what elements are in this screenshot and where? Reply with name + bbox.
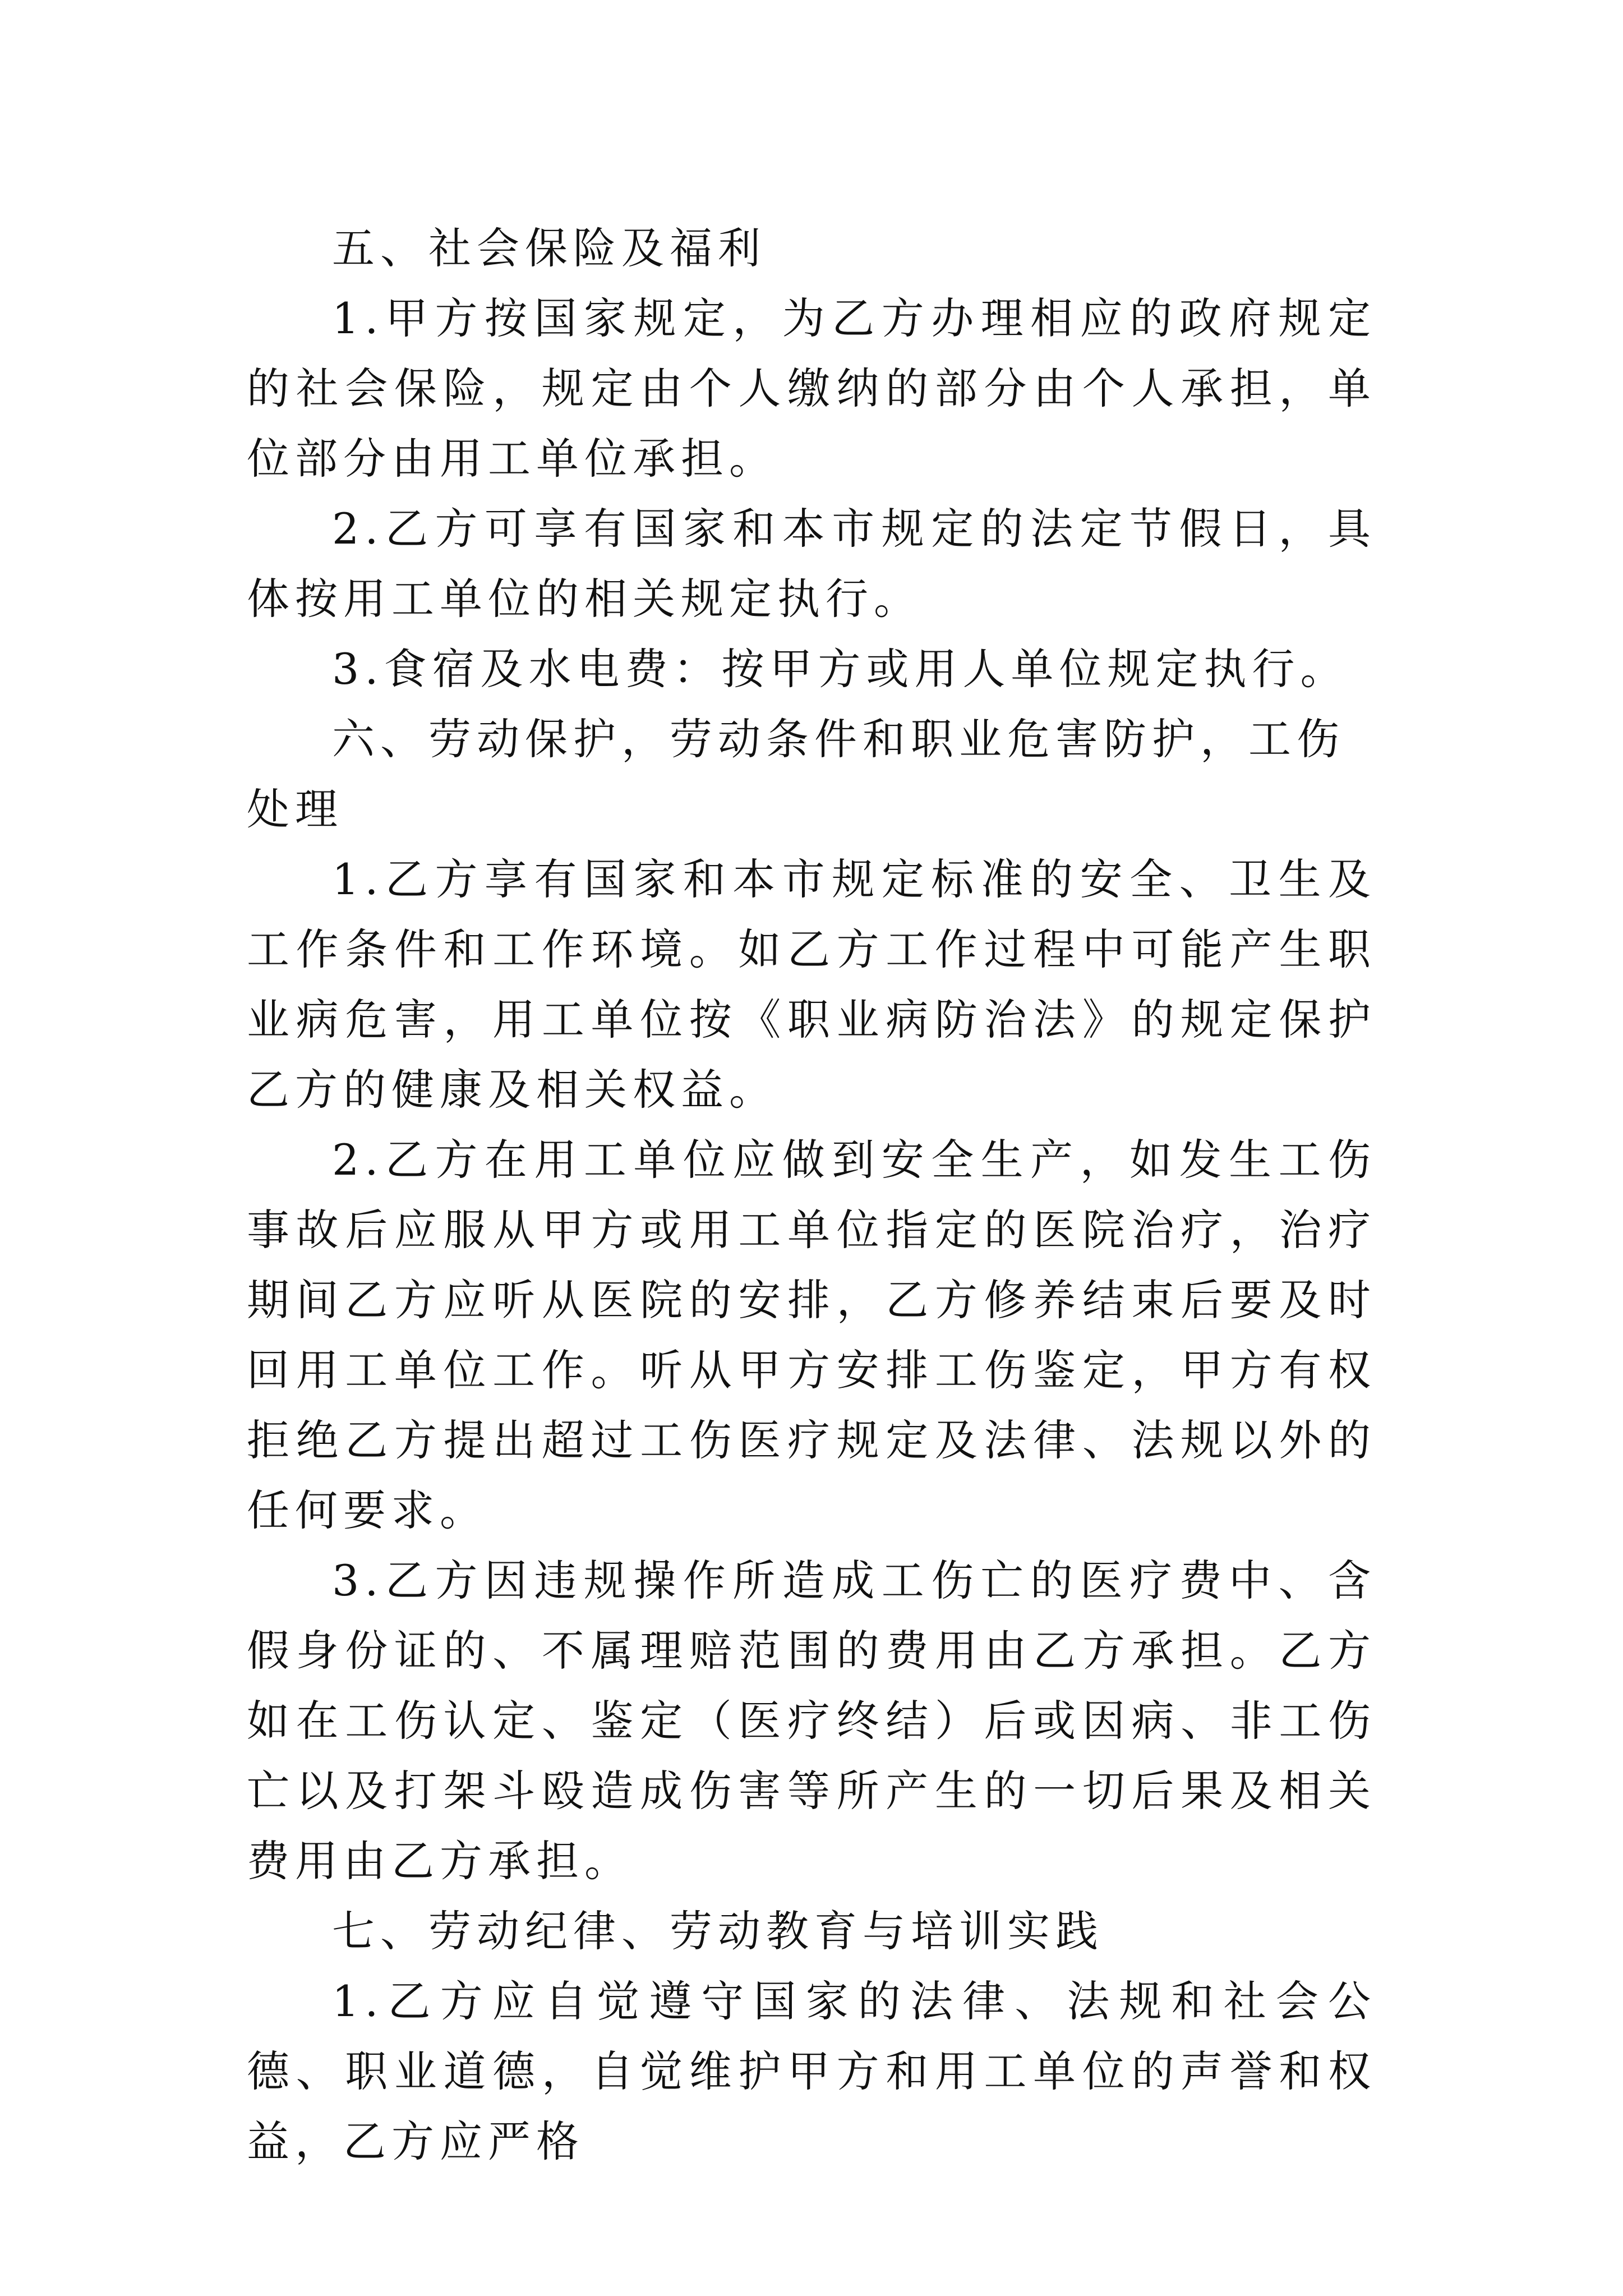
clause-6-2-work-injury: 2.乙方在用工单位应做到安全生产，如发生工伤事故后应服从甲方或用工单位指定的医院治疗，治疗期间乙方应听从医院的安排，乙方修养结束后要及时回用工单位工作。听从甲方安排工伤鉴定，甲方有权拒绝乙方提出超过工伤医疗规定及法律、法规以外的任何要求。	[247, 1135, 1376, 1535]
clause-6-1-working-conditions: 1.乙方享有国家和本市规定标准的安全、卫生及工作条件和工作环境。如乙方工作过程中可能产生职业病危害，用工单位按《职业病防治法》的规定保护乙方的健康及相关权益。	[247, 854, 1376, 1115]
clause-6-3-costs: 3.乙方因违规操作所造成工伤亡的医疗费中、含假身份证的、不属理赔范围的费用由乙方承担。乙方如在工伤认定、鉴定（医疗终结）后或因病、非工伤亡以及打架斗殴造成伤害等所产生的一切后果及相关费用由乙方承担。	[247, 1556, 1376, 1886]
section-heading-labor-discipline: 七、劳动纪律、劳动教育与培训实践	[332, 1906, 1104, 1956]
section-heading-labor-protection: 六、劳动保护，劳动条件和职业危害防护，工伤处理	[247, 714, 1345, 834]
clause-7-1-conduct: 1.乙方应自觉遵守国家的法律、法规和社会公德、职业道德，自觉维护甲方和用工单位的声誉和权益，乙方应严格	[247, 1976, 1376, 2166]
clause-5-2-holidays: 2.乙方可享有国家和本市规定的法定节假日，具体按用工单位的相关规定执行。	[247, 504, 1376, 624]
section-heading-social-insurance: 五、社会保险及福利	[332, 223, 766, 273]
clause-5-1-social-insurance: 1.甲方按国家规定，为乙方办理相应的政府规定的社会保险，规定由个人缴纳的部分由个人承担，单位部分由用工单位承担。	[247, 293, 1376, 484]
document-body	[247, 213, 1376, 2177]
clause-5-3-lodging: 3.食宿及水电费：按甲方或用人单位规定执行。	[332, 644, 1349, 694]
